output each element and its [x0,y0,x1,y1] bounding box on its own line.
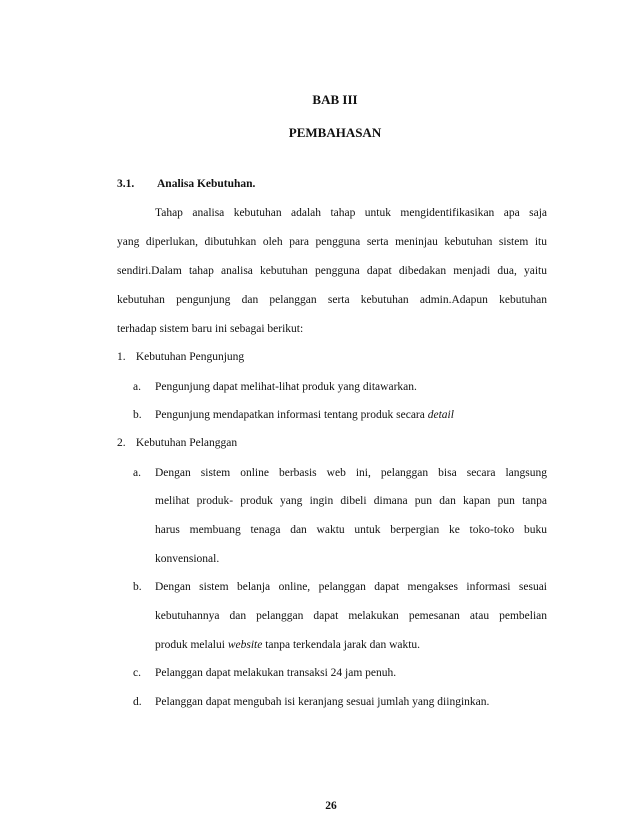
chapter-title: PEMBAHASAN [288,125,382,140]
sub-item-letter: b. [133,581,142,593]
sub-item-1b-text-main: Pengunjung mendapatkan informasi tentang produk secara [155,409,428,421]
sub-item-1b-text [155,408,547,422]
sub-item-1a-text: Pengunjung dapat melihat-lihat produk yang ditawarkan. [155,381,417,393]
list-item-kebutuhan-pengunjung [117,350,244,364]
list-title: Kebutuhan Pengunjung [135,351,245,363]
sub-item-2a-line-2: melihat produk- produk yang ingin dibeli dimana pun dan kapan pun tanpa [155,495,547,507]
sub-item-2a-line-1: Dengan sistem online berbasis web ini, pelanggan bisa secara langsung [155,467,547,479]
sub-item-letter: c. [133,667,141,679]
section-title: Analisa Kebutuhan. [157,178,256,190]
sub-item-2b-line-3-after: tanpa terkendala jarak dan waktu. [262,639,421,651]
intro-line-3: sendiri.Dalam tahap analisa kebutuhan pengguna dapat dibedakan menjadi dua, yaitu [117,265,547,277]
sub-item-2b-line-3-italic: website [227,639,263,651]
sub-item-2b-line-3-before: produk melalui [155,639,228,651]
sub-item-2a-line-4: konvensional. [155,553,220,565]
sub-item-2a-line-3: harus membuang tenaga dan waktu untuk berpergian ke toko-toko buku [155,524,547,536]
sub-item-1b-text-italic: detail [427,409,454,421]
intro-line-2: yang diperlukan, dibutuhkan oleh para pengguna serta meninjau kebutuhan sistem itu [117,236,547,248]
chapter-label: BAB III [312,92,358,107]
sub-item-letter: d. [133,696,142,708]
section-heading [117,178,255,190]
list-item-kebutuhan-pelanggan [117,436,237,450]
sub-item-2d-text: Pelanggan dapat mengubah isi keranjang sesuai jumlah yang diinginkan. [155,696,490,708]
intro-line-5: terhadap sistem baru ini sebagai berikut: [117,323,304,335]
sub-item-2b-line-3 [155,638,547,652]
sub-item-letter: a. [133,467,141,479]
list-number: 2. [117,437,126,449]
list-number: 1. [117,351,126,363]
sub-item-letter: b. [133,409,142,421]
sub-item-2b-line-2: kebutuhannya dan pelanggan dapat melakukan pemesanan atau pembelian [155,610,547,622]
section-number: 3.1. [117,178,135,190]
sub-item-letter: a. [133,381,141,393]
sub-item-2c-text: Pelanggan dapat melakukan transaksi 24 jam penuh. [155,667,397,679]
list-title: Kebutuhan Pelanggan [135,437,238,449]
sub-item-2b-line-1: Dengan sistem belanja online, pelanggan dapat mengakses informasi sesuai [155,581,547,593]
intro-line-1: Tahap analisa kebutuhan adalah tahap untuk mengidentifikasikan apa saja [155,207,547,219]
page-number: 26 [325,800,337,812]
intro-line-4: kebutuhan pengunjung dan pelanggan serta kebutuhan admin.Adapun kebutuhan [117,294,547,306]
